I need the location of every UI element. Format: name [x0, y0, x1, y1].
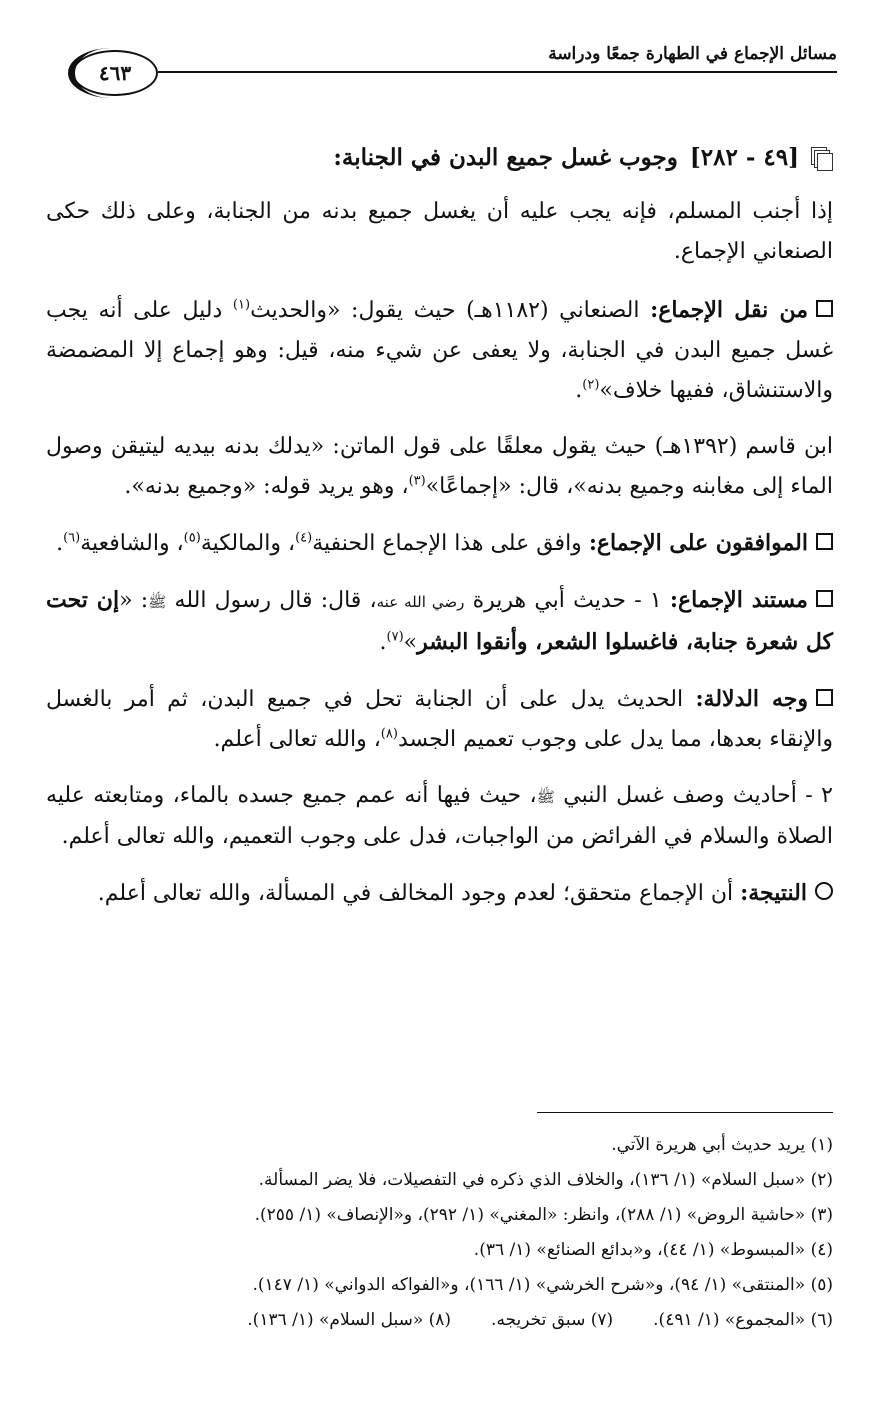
footnote-5: (٥) «المنتقى» (١/ ٩٤)، و«شرح الخرشي» (١/ ١٦٦)، و«الفواكه الدواني» (١/ ١٤٧). [252, 1275, 833, 1295]
muwafiqun-paragraph [46, 523, 833, 564]
footnote-ref-8[interactable]: (٨) [380, 726, 398, 742]
muwafiqun-text-3: ، والشافعية [80, 531, 184, 556]
square-bullet-icon [816, 689, 833, 706]
dalala-paragraph [46, 679, 833, 760]
result-label: النتيجة: [740, 880, 807, 906]
footnote-ref-1[interactable]: (١) [232, 297, 251, 313]
hadith-text: إن تحت كل شعرة جنابة، فاغسلوا الشعر، وأنقوا البشر [46, 587, 833, 655]
circle-bullet-icon [815, 882, 833, 900]
footnote-ref-4[interactable]: (٤) [295, 530, 313, 546]
footnote-7: (٧) سبق تخريجه. [491, 1310, 614, 1330]
naql-text-2: دليل على أنه يجب غسل جميع البدن في الجنابة، ولا يعفى عن شيء منه، قيل: وهو إجماع إلا المضمضة والاستنشاق، ففيها خلاف» [46, 298, 833, 403]
naql-paragraph [46, 290, 833, 411]
page-number-badge [72, 50, 158, 96]
footnote-3: (٣) «حاشية الروض» (١/ ٢٨٨)، وانظر: «المغني» (١/ ٢٩٢)، و«الإنصاف» (١/ ٢٥٥). [254, 1205, 833, 1225]
section-heading [46, 138, 833, 178]
salla-glyph: ﷺ [148, 593, 167, 611]
salla-glyph: ﷺ [536, 788, 555, 806]
footnote-ref-7[interactable]: (٧) [386, 629, 404, 645]
result-text: أن الإجماع متحقق؛ لعدم وجود المخالف في المسألة، والله تعالى أعلم. [97, 881, 734, 906]
footnote-8: (٨) «سبل السلام» (١/ ١٣٦). [247, 1310, 452, 1330]
result-paragraph [46, 873, 833, 914]
footnote-ref-6[interactable]: (٦) [63, 530, 81, 546]
section-title: وجوب غسل جميع البدن في الجنابة: [333, 144, 678, 171]
second-text-1: ٢ - أحاديث وصف غسل النبي [563, 783, 833, 808]
qasim-text-1: ابن قاسم (١٣٩٢هـ) حيث يقول معلقًا على قول الماتن: «يدلك بدنه بيديه ليتيقن وصول الماء إلى مغابنه وجميع بدنه»، قال: «إجماعًا» [46, 434, 833, 499]
radi-allahu-anhu-glyph: رضي الله عنه [376, 593, 465, 611]
intro-paragraph: إذا أجنب المسلم، فإنه يجب عليه أن يغسل جميع بدنه من الجنابة، وعلى ذلك حكى الصنعاني الإجماع. [46, 199, 833, 264]
mustanad-text-3: : « [119, 588, 149, 613]
muwafiqun-label: الموافقون على الإجماع: [588, 530, 808, 556]
section-number: [٤٩ - ٢٨٢] [689, 144, 799, 171]
mustanad-text-4: » [403, 630, 418, 655]
header-rule [158, 71, 837, 73]
running-header-title: مسائل الإجماع في الطهارة جمعًا ودراسة [548, 44, 837, 64]
qasim-paragraph [46, 427, 833, 507]
mustanad-end: . [379, 630, 387, 655]
footnote-ref-5[interactable]: (٥) [183, 530, 201, 546]
muwafiqun-end: . [56, 531, 64, 556]
square-bullet-icon [816, 590, 833, 607]
dalala-text-2: ، والله تعالى أعلم. [213, 727, 381, 752]
footnote-ref-2[interactable]: (٢) [582, 377, 600, 393]
square-bullet-icon [816, 533, 833, 550]
pages-stack-icon [811, 147, 833, 169]
naql-end: . [575, 378, 583, 403]
mustanad-text-2: ، قال: قال رسول الله [174, 588, 377, 613]
dalala-text-1: الحديث يدل على أن الجنابة تحل في جميع البدن، ثم أمر بالغسل والإنقاء بعدها، مما يدل على وجوب تعميم الجسد [46, 687, 833, 752]
qasim-text-2: ، وهو يريد قوله: «وجميع بدنه». [124, 474, 409, 499]
muwafiqun-text-1: وافق على هذا الإجماع الحنفية [312, 531, 582, 556]
dalala-label: وجه الدلالة: [695, 686, 809, 712]
mustanad-text-1: ١ - حديث أبي هريرة [472, 588, 662, 613]
mustanad-paragraph [46, 580, 833, 663]
footnote-row-last [46, 1303, 833, 1338]
footnote-4: (٤) «المبسوط» (١/ ٤٤)، و«بدائع الصنائع» (١/ ٣٦). [473, 1240, 833, 1260]
main-text [46, 138, 833, 930]
muwafiqun-text-2: ، والمالكية [200, 531, 296, 556]
footnote-ref-3[interactable]: (٣) [408, 473, 426, 489]
mustanad-label: مستند الإجماع: [669, 587, 808, 613]
second-text-2: ، حيث فيها أنه عمم جميع جسده بالماء، ومتابعته عليه الصلاة والسلام في الفرائض من الواجبات، فدل على وجوب التعميم، والله تعالى أعلم. [46, 783, 833, 849]
second-evidence-paragraph [46, 776, 833, 857]
footnote-6: (٦) «المجموع» (١/ ٤٩١). [653, 1310, 833, 1330]
footnotes [46, 1128, 833, 1338]
naql-text-1: الصنعاني (١١٨٢هـ) حيث يقول: «والحديث [250, 298, 640, 323]
naql-label: من نقل الإجماع: [650, 297, 809, 323]
page-number: ٤٦٣ [98, 61, 132, 85]
square-bullet-icon [816, 300, 833, 317]
footnote-separator [537, 1112, 833, 1113]
footnote-1: (١) يريد حديث أبي هريرة الآتي. [611, 1135, 833, 1155]
footnote-2: (٢) «سبل السلام» (١/ ١٣٦)، والخلاف الذي ذكره في التفصيلات، فلا يضر المسألة. [258, 1170, 833, 1190]
